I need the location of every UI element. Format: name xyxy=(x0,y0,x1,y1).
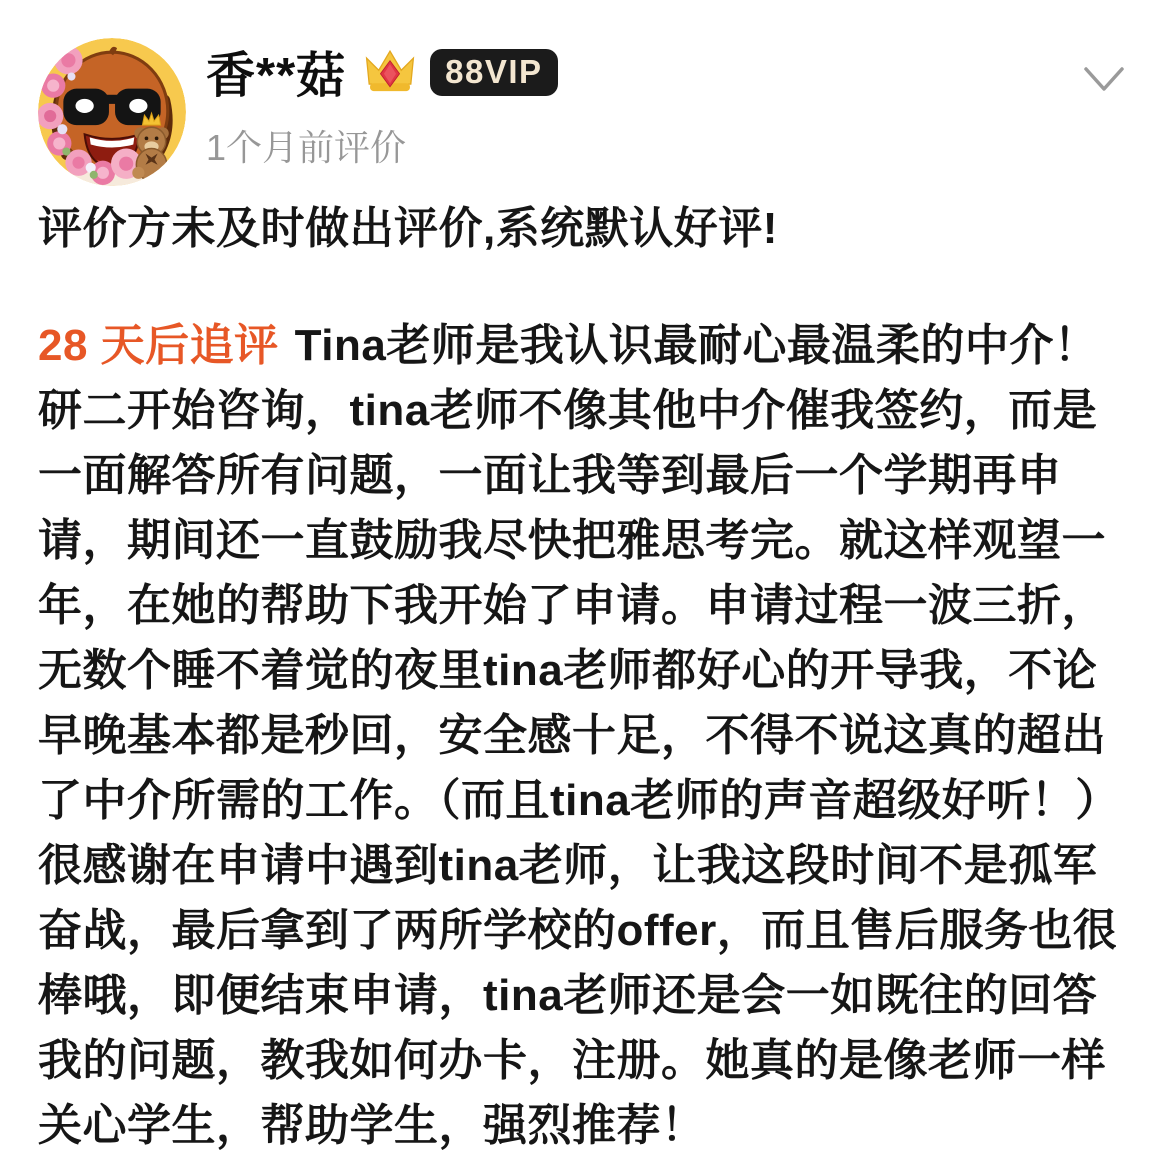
chevron-down-icon xyxy=(1083,65,1125,95)
vip-badge: 88VIP xyxy=(430,49,557,96)
review-timestamp: 1个月前评价 xyxy=(206,127,407,168)
avatar-image-icon xyxy=(38,38,186,186)
followup-review-text: Tina老师是我认识最耐心最温柔的中介！研二开始咨询，tina老师不像其他中介催我签约，而是一面解答所有问题，一面让我等到最后一个学期再申请，期间还一直鼓励我尽快把雅思考完。就这样观望一年，在她的帮助下我开始了申请。申请过程一波三折，无数个睡不着觉的夜里tina老师都好心的开导我，不论早晚基本都是秒回，安全感十足，不得不说这真的超出了中介所需的工作。（而且tina老师的声音超级好听！）很感谢在申请中遇到tina老师，让我这段时间不是孤军奋战，最后拿到了两所学校的offer，而且售后服务也很棒哦，即便结束申请，tina老师还是会一如既往的回答我的问题，教我如何办卡，注册。她真的是像老师一样关心学生，帮助学生，强烈推荐！ xyxy=(38,321,1120,1150)
followup-review xyxy=(38,313,1132,1158)
collapse-review-button[interactable] xyxy=(1076,58,1132,102)
header-user-info xyxy=(206,38,558,171)
avatar[interactable] xyxy=(38,38,186,186)
username-row xyxy=(206,42,558,102)
followup-label: 28 天后追评 xyxy=(38,321,279,370)
review-header xyxy=(38,38,1132,186)
default-review-text: 评价方未及时做出评价,系统默认好评! xyxy=(38,204,778,253)
username: 香**菇 xyxy=(206,49,347,103)
crown-icon xyxy=(364,47,416,97)
